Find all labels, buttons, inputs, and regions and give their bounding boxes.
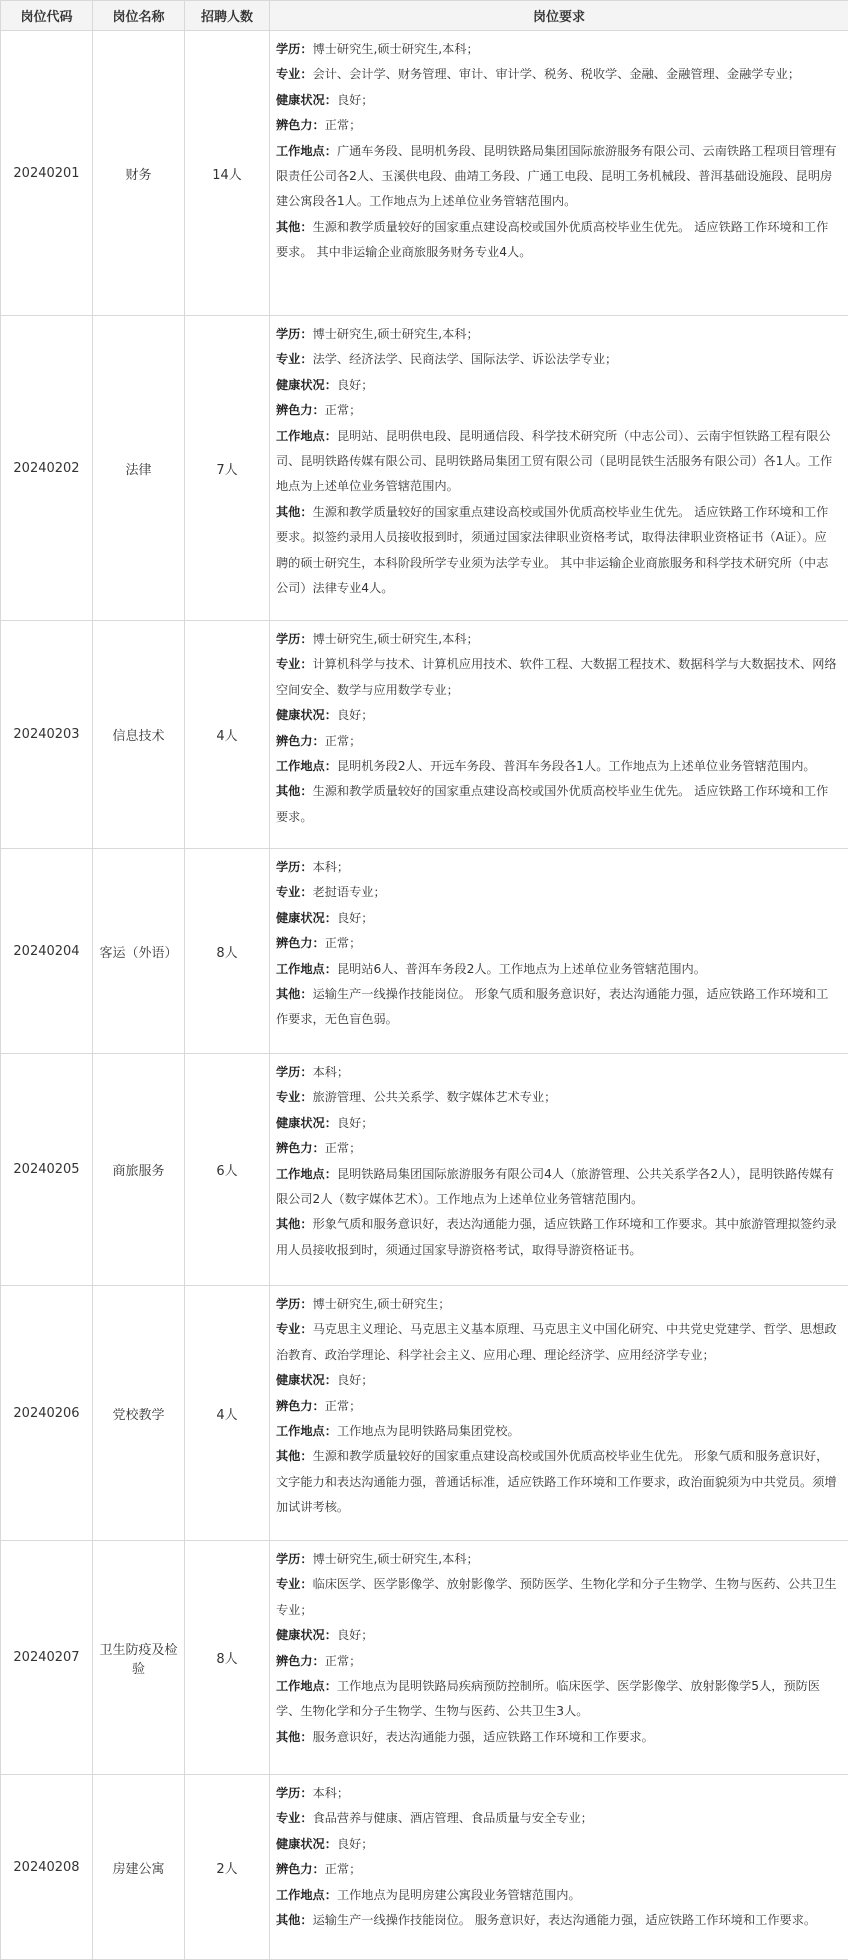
requirement-value: 形象气质和服务意识好，表达沟通能力强，适应铁路工作环境和工作要求。其中旅游管理拟签约录用人员接收报到时，须通过国家导游资格考试，取得导游资格证书。 xyxy=(276,1217,837,1256)
requirement-key: 专业： xyxy=(276,67,313,81)
position-requirements xyxy=(270,1775,848,1960)
position-name: 党校教学 xyxy=(93,1286,185,1541)
requirement-line xyxy=(276,322,838,347)
position-requirements xyxy=(270,316,848,621)
requirement-value: 运输生产一线操作技能岗位。 形象气质和服务意识好，表达沟通能力强，适应铁路工作环境和工作要求，无色盲色弱。 xyxy=(276,987,828,1026)
requirement-line xyxy=(276,347,838,372)
table-body xyxy=(1,31,848,1960)
requirement-line xyxy=(276,424,838,500)
requirement-key: 辨色力： xyxy=(276,1399,325,1413)
requirement-value: 本科； xyxy=(313,860,350,874)
position-requirements xyxy=(270,849,848,1054)
requirement-key: 健康状况： xyxy=(276,378,337,392)
requirement-line xyxy=(276,1547,838,1572)
requirement-value: 老挝语专业； xyxy=(313,885,386,899)
requirement-key: 学历： xyxy=(276,632,313,646)
requirement-line xyxy=(276,1060,838,1085)
position-code: 20240207 xyxy=(1,1541,93,1775)
requirement-value: 临床医学、医学影像学、放射影像学、预防医学、生物化学和分子生物学、生物与医药、公共卫生专业； xyxy=(276,1577,837,1616)
position-name: 客运（外语） xyxy=(93,849,185,1054)
requirement-key: 学历： xyxy=(276,1552,313,1566)
requirement-line xyxy=(276,1781,838,1806)
requirement-value: 旅游管理、公共关系学、数字媒体艺术专业； xyxy=(313,1090,557,1104)
requirement-line xyxy=(276,779,838,830)
requirement-line xyxy=(276,1111,838,1136)
requirement-line xyxy=(276,1368,838,1393)
requirement-key: 工作地点： xyxy=(276,1167,337,1181)
table-row xyxy=(1,621,848,849)
requirement-value: 法学、经济法学、民商法学、国际法学、诉讼法学专业； xyxy=(313,352,618,366)
requirement-key: 学历： xyxy=(276,1786,313,1800)
position-code: 20240202 xyxy=(1,316,93,621)
table-row xyxy=(1,849,848,1054)
requirement-line xyxy=(276,1883,838,1908)
position-count: 2人 xyxy=(185,1775,270,1960)
requirement-value: 运输生产一线操作技能岗位。 服务意识好，表达沟通能力强，适应铁路工作环境和工作要求。 xyxy=(313,1913,817,1927)
requirement-line xyxy=(276,703,838,728)
requirement-key: 健康状况： xyxy=(276,708,337,722)
requirement-line xyxy=(276,729,838,754)
requirement-value: 工作地点为昆明铁路局集团党校。 xyxy=(337,1424,520,1438)
requirement-value: 昆明站6人、普洱车务段2人。工作地点为上述单位业务管辖范围内。 xyxy=(337,962,706,976)
table-row xyxy=(1,1054,848,1286)
requirement-line xyxy=(276,1394,838,1419)
requirement-value: 生源和教学质量较好的国家重点建设高校或国外优质高校毕业生优先。 适应铁路工作环境和工作要求。 xyxy=(276,784,828,823)
header-name: 岗位名称 xyxy=(93,1,185,31)
requirement-line xyxy=(276,1085,838,1110)
requirement-line xyxy=(276,398,838,423)
requirement-value: 生源和教学质量较好的国家重点建设高校或国外优质高校毕业生优先。 适应铁路工作环境和工作要求。拟签约录用人员接收报到时，须通过国家法律职业资格考试，取得法律职业资格证书（A证）。应聘的硕士研究生，本科阶段所学专业须为法学专业。 其中非运输企业商旅服务和科学技术研究所（中志公司）法律专业4人。 xyxy=(276,505,828,595)
position-count: 7人 xyxy=(185,316,270,621)
requirement-value: 良好； xyxy=(337,708,374,722)
requirement-value: 良好； xyxy=(337,1837,374,1851)
position-count: 8人 xyxy=(185,849,270,1054)
requirement-key: 辨色力： xyxy=(276,734,325,748)
requirement-key: 其他： xyxy=(276,987,313,1001)
table-row xyxy=(1,1541,848,1775)
requirement-value: 正常； xyxy=(325,1141,362,1155)
requirement-line xyxy=(276,1317,838,1368)
requirement-line xyxy=(276,1419,838,1444)
requirement-line xyxy=(276,113,838,138)
requirement-value: 工作地点为昆明铁路局疾病预防控制所。临床医学、医学影像学、放射影像学5人，预防医学、生物化学和分子生物学、生物与医药、公共卫生3人。 xyxy=(276,1679,820,1718)
requirement-value: 正常； xyxy=(325,1399,362,1413)
requirement-value: 会计、会计学、财务管理、审计、审计学、税务、税收学、金融、金融管理、金融学专业； xyxy=(313,67,801,81)
requirement-line xyxy=(276,652,838,703)
requirement-line xyxy=(276,982,838,1033)
requirement-key: 健康状况： xyxy=(276,911,337,925)
requirement-value: 正常； xyxy=(325,403,362,417)
requirement-value: 食品营养与健康、酒店管理、食品质量与安全专业； xyxy=(313,1811,593,1825)
requirement-value: 良好； xyxy=(337,911,374,925)
position-requirements xyxy=(270,31,848,316)
requirement-key: 工作地点： xyxy=(276,759,337,773)
position-name: 房建公寓 xyxy=(93,1775,185,1960)
position-requirements xyxy=(270,1541,848,1775)
position-code: 20240205 xyxy=(1,1054,93,1286)
requirement-key: 专业： xyxy=(276,885,313,899)
requirement-line xyxy=(276,500,838,602)
header-code: 岗位代码 xyxy=(1,1,93,31)
requirement-line xyxy=(276,139,838,215)
requirement-key: 专业： xyxy=(276,1577,313,1591)
requirement-line xyxy=(276,1857,838,1882)
header-count: 招聘人数 xyxy=(185,1,270,31)
requirement-value: 良好； xyxy=(337,93,374,107)
requirement-key: 其他： xyxy=(276,1730,313,1744)
position-code: 20240208 xyxy=(1,1775,93,1960)
requirement-line xyxy=(276,1806,838,1831)
position-count: 6人 xyxy=(185,1054,270,1286)
requirement-line xyxy=(276,627,838,652)
requirement-value: 良好； xyxy=(337,378,374,392)
requirement-value: 博士研究生,硕士研究生； xyxy=(313,1297,451,1311)
requirement-key: 其他： xyxy=(276,1449,313,1463)
requirement-line xyxy=(276,1623,838,1648)
position-requirements xyxy=(270,1054,848,1286)
requirement-key: 学历： xyxy=(276,42,313,56)
requirement-key: 辨色力： xyxy=(276,118,325,132)
requirement-key: 其他： xyxy=(276,784,313,798)
requirement-value: 工作地点为昆明房建公寓段业务管辖范围内。 xyxy=(337,1888,581,1902)
requirement-line xyxy=(276,1212,838,1263)
requirement-key: 辨色力： xyxy=(276,403,325,417)
requirement-key: 辨色力： xyxy=(276,1141,325,1155)
requirement-value: 服务意识好，表达沟通能力强，适应铁路工作环境和工作要求。 xyxy=(313,1730,654,1744)
requirement-value: 昆明铁路局集团国际旅游服务有限公司4人（旅游管理、公共关系学各2人），昆明铁路传媒有限公司2人（数字媒体艺术）。工作地点为上述单位业务管辖范围内。 xyxy=(276,1167,834,1206)
requirement-key: 健康状况： xyxy=(276,1373,337,1387)
position-count: 8人 xyxy=(185,1541,270,1775)
requirement-line xyxy=(276,855,838,880)
requirement-value: 良好； xyxy=(337,1373,374,1387)
position-count: 4人 xyxy=(185,1286,270,1541)
requirement-line xyxy=(276,1908,838,1933)
position-requirements xyxy=(270,1286,848,1541)
header-row xyxy=(1,1,848,31)
position-name: 法律 xyxy=(93,316,185,621)
position-code: 20240204 xyxy=(1,849,93,1054)
requirement-value: 良好； xyxy=(337,1628,374,1642)
header-requirements: 岗位要求 xyxy=(270,1,848,31)
position-code: 20240201 xyxy=(1,31,93,316)
table-row xyxy=(1,316,848,621)
requirement-value: 博士研究生,硕士研究生,本科； xyxy=(313,1552,479,1566)
requirement-key: 专业： xyxy=(276,1090,313,1104)
requirement-key: 专业： xyxy=(276,657,313,671)
position-count: 14人 xyxy=(185,31,270,316)
requirement-line xyxy=(276,906,838,931)
requirement-line xyxy=(276,62,838,87)
requirement-key: 专业： xyxy=(276,1811,313,1825)
requirement-value: 博士研究生,硕士研究生,本科； xyxy=(313,42,479,56)
requirement-key: 其他： xyxy=(276,220,313,234)
requirement-line xyxy=(276,1136,838,1161)
requirement-line xyxy=(276,373,838,398)
requirement-key: 工作地点： xyxy=(276,429,337,443)
requirement-value: 本科； xyxy=(313,1786,350,1800)
requirement-line xyxy=(276,1725,838,1750)
requirement-line xyxy=(276,37,838,62)
requirement-key: 健康状况： xyxy=(276,1837,337,1851)
position-name: 财务 xyxy=(93,31,185,316)
requirement-key: 辨色力： xyxy=(276,1862,325,1876)
requirement-value: 昆明机务段2人、开远车务段、普洱车务段各1人。工作地点为上述单位业务管辖范围内。 xyxy=(337,759,816,773)
requirement-key: 健康状况： xyxy=(276,93,337,107)
requirement-line xyxy=(276,754,838,779)
requirement-key: 工作地点： xyxy=(276,962,337,976)
requirement-value: 正常； xyxy=(325,734,362,748)
requirement-value: 正常； xyxy=(325,1862,362,1876)
requirement-value: 生源和教学质量较好的国家重点建设高校或国外优质高校毕业生优先。 形象气质和服务意识好，文字能力和表达沟通能力强，普通话标准，适应铁路工作环境和工作要求，政治面貌须为中共党员。须增加试讲考核。 xyxy=(276,1449,837,1514)
requirement-key: 学历： xyxy=(276,327,313,341)
requirement-value: 正常； xyxy=(325,118,362,132)
requirement-key: 学历： xyxy=(276,1297,313,1311)
requirement-key: 工作地点： xyxy=(276,1679,337,1693)
requirement-key: 其他： xyxy=(276,505,313,519)
requirement-line xyxy=(276,1832,838,1857)
requirement-line xyxy=(276,1649,838,1674)
requirement-key: 工作地点： xyxy=(276,1424,337,1438)
position-name: 卫生防疫及检验 xyxy=(93,1541,185,1775)
requirement-value: 马克思主义理论、马克思主义基本原理、马克思主义中国化研究、中共党史党建学、哲学、思想政治教育、政治学理论、科学社会主义、应用心理、理论经济学、应用经济学专业； xyxy=(276,1322,837,1361)
requirement-key: 工作地点： xyxy=(276,1888,337,1902)
table-row xyxy=(1,1775,848,1960)
requirement-line xyxy=(276,1572,838,1623)
requirement-value: 良好； xyxy=(337,1116,374,1130)
requirement-key: 辨色力： xyxy=(276,1654,325,1668)
requirement-value: 正常； xyxy=(325,936,362,950)
requirement-key: 其他： xyxy=(276,1217,313,1231)
table-row xyxy=(1,1286,848,1541)
requirement-value: 计算机科学与技术、计算机应用技术、软件工程、大数据工程技术、数据科学与大数据技术、网络空间安全、数学与应用数学专业； xyxy=(276,657,837,696)
requirement-key: 专业： xyxy=(276,1322,313,1336)
requirement-key: 专业： xyxy=(276,352,313,366)
position-code: 20240203 xyxy=(1,621,93,849)
requirement-line xyxy=(276,1674,838,1725)
position-count: 4人 xyxy=(185,621,270,849)
requirement-line xyxy=(276,957,838,982)
position-name: 商旅服务 xyxy=(93,1054,185,1286)
requirement-value: 正常； xyxy=(325,1654,362,1668)
requirement-key: 学历： xyxy=(276,860,313,874)
requirement-value: 博士研究生,硕士研究生,本科； xyxy=(313,632,479,646)
position-code: 20240206 xyxy=(1,1286,93,1541)
requirement-line xyxy=(276,88,838,113)
position-requirements xyxy=(270,621,848,849)
requirement-key: 工作地点： xyxy=(276,144,337,158)
requirement-line xyxy=(276,215,838,266)
requirement-value: 昆明站、昆明供电段、昆明通信段、科学技术研究所（中志公司）、云南宇恒铁路工程有限公司、昆明铁路传媒有限公司、昆明铁路局集团工贸有限公司（昆明昆铁生活服务有限公司）各1人。工作地点为上述单位业务管辖范围内。 xyxy=(276,429,832,494)
requirement-key: 健康状况： xyxy=(276,1628,337,1642)
requirement-value: 生源和教学质量较好的国家重点建设高校或国外优质高校毕业生优先。 适应铁路工作环境和工作要求。 其中非运输企业商旅服务财务专业4人。 xyxy=(276,220,828,259)
requirement-key: 辨色力： xyxy=(276,936,325,950)
requirement-line xyxy=(276,931,838,956)
table-row xyxy=(1,31,848,316)
requirement-value: 本科； xyxy=(313,1065,350,1079)
requirement-value: 广通车务段、昆明机务段、昆明铁路局集团国际旅游服务有限公司、云南铁路工程项目管理有限责任公司各2人、玉溪供电段、曲靖工务段、广通工电段、昆明工务机械段、普洱基础设施段、昆明房建公寓段各1人。工作地点为上述单位业务管辖范围内。 xyxy=(276,144,837,209)
requirement-key: 其他： xyxy=(276,1913,313,1927)
position-name: 信息技术 xyxy=(93,621,185,849)
requirement-value: 博士研究生,硕士研究生,本科； xyxy=(313,327,479,341)
requirement-line xyxy=(276,1292,838,1317)
requirement-key: 健康状况： xyxy=(276,1116,337,1130)
requirement-line xyxy=(276,1162,838,1213)
requirement-key: 学历： xyxy=(276,1065,313,1079)
requirement-line xyxy=(276,880,838,905)
requirement-line xyxy=(276,1444,838,1520)
